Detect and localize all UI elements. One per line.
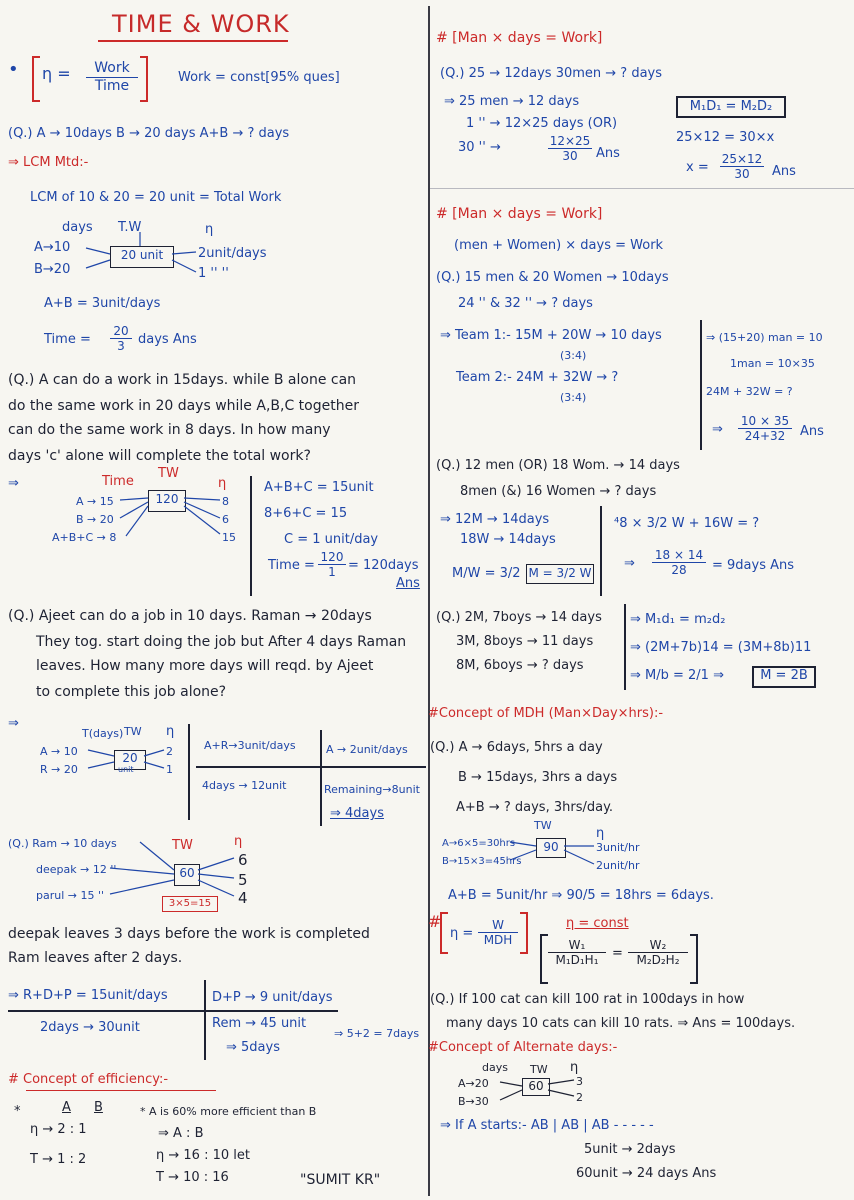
bullet: •	[8, 59, 19, 80]
q4-arrow-ram	[140, 842, 174, 870]
q3-line-3: leaves. How many more days will reqd. by Ajeet	[36, 658, 374, 674]
q5-eq-2: x =	[686, 160, 709, 175]
q4-total-work-box: 60	[174, 864, 200, 886]
mdh-const: η = const	[566, 916, 629, 931]
q8-vline	[624, 604, 626, 690]
q4-step-3: 2days → 30unit	[40, 1020, 140, 1035]
q7-frac-den: 28	[671, 563, 687, 577]
q4-parul: parul → 15 ''	[36, 889, 105, 902]
q4-hline	[8, 1010, 338, 1012]
q8-step-2: ⇒ (2M+7b)14 = (3M+8b)11	[630, 640, 812, 655]
q1-tw-label: T.W	[118, 220, 142, 235]
q10-line-1: (Q.) If 100 cat can kill 100 rat in 100days in how	[430, 992, 745, 1007]
eff-col-a: A	[62, 1100, 71, 1115]
q2-arrow-r1	[184, 498, 220, 500]
eff-r2: η → 16 : 10 let	[156, 1148, 250, 1163]
q2-step-4: Time =	[268, 558, 315, 573]
q1-question: (Q.) A → 10days B → 20 days A+B → ? days	[8, 126, 290, 141]
q5-line-3: 30 '' →	[458, 140, 501, 155]
q7-result: = 9days Ans	[712, 558, 795, 573]
q1-apb: A+B = 3unit/days	[44, 296, 161, 311]
q3-cell-1: A+R→3unit/days	[204, 739, 296, 752]
mdh-big-bracket-right	[690, 934, 698, 984]
mdh-den: MDH	[483, 933, 513, 947]
q4-arrow-parul	[110, 880, 174, 894]
q4-line-1: deepak leaves 3 days before the work is completed	[8, 926, 370, 942]
q3-cell-5: ⇒ 4days	[330, 806, 384, 821]
formula-numerator: Work	[86, 60, 138, 78]
q2-abc: A+B+C → 8	[52, 531, 117, 544]
mdh-equals: =	[612, 946, 623, 961]
q2-a: A → 15	[76, 495, 114, 508]
q2-line-1: (Q.) A can do a work in 15days. while B alone can	[8, 372, 357, 388]
q4-step-5: ⇒ 5days	[226, 1040, 280, 1055]
q2-step-3: C = 1 unit/day	[284, 532, 379, 547]
q2-time-fraction	[318, 550, 346, 579]
q9-a: A→6×5=30hrs	[442, 838, 516, 849]
q8-line-1: (Q.) 2M, 7boys → 14 days	[436, 610, 602, 625]
section-separator	[430, 188, 854, 189]
q4-step-1: ⇒ R+D+P = 15unit/days	[8, 988, 168, 1003]
q1-lcm-head: ⇒ LCM Mtd:-	[8, 155, 89, 170]
alt-line-2: 5unit → 2days	[584, 1142, 676, 1157]
q5-x-num: 25×12	[721, 152, 763, 166]
q9-eta-label: η	[596, 826, 605, 841]
q6-team-1: ⇒ Team 1:- 15M + 20W → 10 days	[440, 328, 662, 343]
eff-r1: ⇒ A : B	[158, 1126, 204, 1141]
q2-step-1: A+B+C = 15unit	[264, 480, 374, 495]
q2-line-4: days 'c' alone will complete the total work?	[8, 448, 311, 464]
q4-rate-1: 6	[238, 851, 248, 869]
q5-ans: Ans	[596, 146, 620, 161]
author-signature: "SUMIT KR"	[300, 1172, 381, 1188]
q8-line-2: 3M, 8boys → 11 days	[456, 634, 594, 649]
alt-arrow-r1	[548, 1080, 574, 1084]
q7-vline	[600, 506, 602, 596]
mdh-num: W	[478, 918, 518, 933]
q3-cell-3: 4days → 12unit	[202, 779, 287, 792]
q3-t-label: T(days)	[82, 727, 124, 740]
q3-box-value: 20	[122, 751, 138, 765]
q2-vline	[250, 476, 252, 596]
mdh-big-bracket-left	[540, 934, 548, 984]
alt-rate-1: 3	[576, 1075, 583, 1088]
q2-arrow-b	[120, 502, 148, 518]
q3-a: A → 10	[40, 745, 78, 758]
q2-eta-label: η	[218, 476, 227, 491]
q1-time-fraction	[110, 324, 132, 353]
alt-eta-label: η	[570, 1060, 579, 1075]
q5-x-fraction	[720, 152, 764, 181]
q6-frac-num: 10 × 35	[738, 414, 792, 429]
q2-time-den: 1	[328, 565, 336, 579]
q2-ans: Ans	[396, 576, 420, 591]
q2-tw-label: TW	[158, 466, 179, 481]
mdh-w1: W₁	[548, 938, 606, 953]
q6-frac-den: 24+32	[744, 429, 786, 443]
q4-arrow-r3	[198, 880, 234, 896]
title-underline	[98, 40, 288, 42]
q9-tw-label: TW	[534, 819, 552, 832]
q7-step-2: ⇒	[624, 556, 635, 571]
q1-rate-a: 2unit/days	[198, 246, 267, 261]
q3-tw-label: TW	[124, 725, 142, 738]
q4-step-6: ⇒ 5+2 = 7days	[334, 1027, 420, 1040]
q9-result: A+B = 5unit/hr ⇒ 90/5 = 18hrs = 6days.	[448, 888, 714, 903]
q3-rate-2: 1	[166, 763, 173, 776]
q1-days-label: days	[62, 220, 93, 235]
q4-line-2: Ram leaves after 2 days.	[8, 950, 183, 966]
eff-r3: T → 10 : 16	[156, 1170, 229, 1185]
q6-step-2: 1man = 10×35	[730, 357, 815, 370]
eff-star-1: *	[14, 1104, 21, 1119]
q9-line-1: (Q.) A → 6days, 5hrs a day	[430, 740, 603, 755]
q3-hline	[196, 766, 426, 768]
eff-star-2: * A is 60% more efficient than B	[140, 1105, 317, 1118]
q3-arrow-a	[88, 750, 114, 756]
q2-step-2: 8+6+C = 15	[264, 506, 348, 521]
alt-days-label: days	[482, 1061, 508, 1074]
q5-frac-den: 30	[562, 149, 578, 163]
mdh-ratio-1	[548, 938, 606, 967]
q8-line-3: 8M, 6boys → ? days	[456, 658, 584, 673]
heading-mdh: #Concept of MDH (Man×Day×hrs):-	[428, 706, 664, 721]
q3-eta-label: η	[166, 724, 175, 739]
q2-rate-1: 8	[222, 495, 229, 508]
work-const-note: Work = const[95% ques]	[178, 70, 340, 85]
q3-arrow-r1	[144, 750, 164, 756]
q3-r: R → 20	[40, 763, 78, 776]
q3-box-unit: unit	[118, 765, 134, 774]
alt-arrow-r2	[548, 1090, 574, 1096]
mdh-ratio-2	[628, 938, 688, 967]
q6-team-2: Team 2:- 24M + 32W → ?	[456, 370, 619, 385]
heading-alternate-days: #Concept of Alternate days:-	[428, 1040, 618, 1055]
q2-b: B → 20	[76, 513, 114, 526]
q6-fraction	[738, 414, 792, 443]
q2-arrow-c	[126, 506, 148, 536]
q2-arrow-r3	[184, 506, 220, 534]
q5-x-ans: Ans	[772, 164, 796, 179]
efficiency-heading: # Concept of efficiency:-	[8, 1072, 169, 1087]
q1-arrow-b	[86, 260, 110, 268]
q6-ratio-1: (3:4)	[560, 349, 587, 362]
q7-line-2: 8men (&) 16 Women → ? days	[460, 484, 657, 499]
q9-b: B→15×3=45hrs	[442, 856, 522, 867]
alt-total-work-box: 60	[522, 1078, 550, 1096]
q1-arrow-a	[86, 248, 110, 254]
q1-arrow-r1	[172, 252, 196, 254]
q6-step-4: ⇒	[712, 422, 723, 437]
q4-rate-2: 5	[238, 871, 248, 889]
q9-rate-1: 3unit/hr	[596, 841, 640, 854]
q4-eta-label: η	[234, 834, 243, 849]
q7-line-1: (Q.) 12 men (OR) 18 Wom. → 14 days	[436, 458, 680, 473]
q2-arrow-r2	[184, 502, 220, 518]
q3-vline	[188, 724, 190, 820]
q9-line-2: B → 15days, 3hrs a days	[458, 770, 618, 785]
q3-vline-2	[320, 730, 322, 826]
alt-arrow-b	[500, 1090, 522, 1100]
q4-vline	[204, 980, 206, 1060]
q1-total-work-box: 20 unit	[110, 246, 174, 268]
alt-tw-label: TW	[530, 1063, 548, 1076]
efficiency-underline	[26, 1090, 216, 1091]
q6-step-1: ⇒ (15+20) man = 10	[706, 331, 823, 344]
mdh-w2: W₂	[628, 938, 688, 953]
q5-eq-1: 25×12 = 30×x	[676, 130, 775, 145]
eff-eta-row: η → 2 : 1	[30, 1122, 87, 1137]
q1-rate-b: 1 '' ''	[198, 266, 229, 281]
q3-arrow-r	[88, 762, 114, 768]
alt-arrow-a	[500, 1082, 522, 1086]
q4-step-2: D+P → 9 unit/days	[212, 990, 333, 1005]
q4-ram: (Q.) Ram → 10 days	[8, 837, 117, 850]
q2-rate-2: 6	[222, 513, 229, 526]
q1-lcm-line: LCM of 10 & 20 = 20 unit = Total Work	[30, 190, 282, 205]
q10-line-2: many days 10 cats can kill 10 rats. ⇒ Ans = 100days.	[446, 1016, 796, 1031]
mdh-d2: M₂D₂H₂	[636, 953, 680, 967]
alt-line-3: 60unit → 24 days Ans	[576, 1166, 717, 1181]
alt-rate-2: 2	[576, 1091, 583, 1104]
heading-man-days-work: # [Man × days = Work]	[436, 30, 603, 46]
heading-man-days-work-2: # [Man × days = Work]	[436, 206, 603, 222]
formula-m1d1-m2d2: M₁D₁ = M₂D₂	[676, 96, 786, 118]
q9-rate-2: 2unit/hr	[596, 859, 640, 872]
q3-line-2: They tog. start doing the job but After 4 days Raman	[36, 634, 407, 650]
eff-col-b: B	[94, 1100, 103, 1115]
q1-eta-label: η	[205, 222, 214, 237]
page-title: TIME & WORK	[112, 10, 290, 38]
q1-time-label: Time =	[44, 332, 91, 347]
q2-time-num: 120	[318, 550, 346, 565]
q5-frac-num: 12×25	[549, 134, 591, 148]
q5-x-den: 30	[734, 167, 750, 181]
q3-arrow-r2	[144, 762, 164, 768]
alt-a: A→20	[458, 1077, 489, 1090]
q3-line-4: to complete this job alone?	[36, 684, 227, 700]
q6-step-3: 24M + 32W = ?	[706, 385, 793, 398]
q9-total-work-box: 90	[536, 838, 566, 858]
q6-line-1: (Q.) 15 men & 20 Women → 10days	[436, 270, 669, 285]
mdh-eta: η =	[450, 926, 474, 941]
q7-frac-num: 18 × 14	[652, 548, 706, 563]
q9-arrow-r2	[564, 850, 594, 864]
q1-arrow-r2	[172, 260, 196, 272]
heading-sub: (men + Women) × days = Work	[454, 238, 664, 253]
formula-eta: η =	[42, 64, 71, 83]
q6-ratio-2: (3:4)	[560, 391, 587, 404]
mdh-bracket-right	[520, 912, 528, 954]
mdh-bracket-left	[440, 912, 448, 954]
eff-t-row: T → 1 : 2	[30, 1152, 87, 1167]
q4-step-4: Rem → 45 unit	[212, 1016, 307, 1031]
q7-mw: M/W = 3/2	[452, 566, 521, 581]
q7-line-3: ⇒ 12M → 14days	[440, 512, 550, 527]
q6-ans: Ans	[800, 424, 824, 439]
q7-ratio-box: M = 3/2 W	[526, 564, 594, 584]
q3-rate-1: 2	[166, 745, 173, 758]
q2-line-2: do the same work in 20 days while A,B,C together	[8, 398, 359, 414]
alt-b: B→30	[458, 1095, 489, 1108]
q8-step-3: ⇒ M/b = 2/1 ⇒	[630, 668, 724, 683]
q3-line-1: (Q.) Ajeet can do a job in 10 days. Raman → 20days	[8, 608, 372, 624]
q3-cell-4: Remaining→8unit	[324, 783, 420, 796]
q4-deepak: deepak → 12 ''	[36, 863, 117, 876]
q2-arrow-a	[120, 498, 148, 500]
q1-time-rest: days Ans	[138, 332, 197, 347]
q6-line-2: 24 '' & 32 '' → ? days	[458, 296, 593, 311]
q2-time-rest: = 120days	[348, 558, 419, 573]
q4-arrow-r1	[198, 858, 234, 870]
q1-b: B→20	[34, 262, 71, 277]
q7-step-1: ⁴8 × 3/2 W + 16W = ?	[614, 516, 760, 531]
formula-fraction	[86, 60, 138, 95]
q7-fraction	[652, 548, 706, 577]
q4-lcm-box: 3×5=15	[162, 896, 218, 912]
q3-cell-2: A → 2unit/days	[326, 743, 408, 756]
q4-arrow-r2	[198, 874, 234, 878]
q5-question: (Q.) 25 → 12days 30men → ? days	[440, 66, 663, 81]
q1-time-num: 20	[110, 324, 132, 339]
formula-bracket-right	[140, 56, 148, 102]
column-divider	[428, 6, 430, 1196]
q3-arrow: ⇒	[8, 716, 19, 731]
q4-arrow-deepak	[110, 868, 174, 874]
formula-denominator: Time	[94, 78, 130, 94]
q5-fraction	[548, 134, 592, 163]
q8-step-1: ⇒ M₁d₁ = m₂d₂	[630, 612, 726, 627]
q5-line-1: ⇒ 25 men → 12 days	[444, 94, 580, 109]
formula-bracket-left	[32, 56, 40, 102]
q4-tw-label: TW	[172, 838, 193, 853]
q5-line-2: 1 '' → 12×25 days (OR)	[466, 116, 618, 131]
q2-time-label: Time	[102, 474, 134, 489]
alt-line-1: ⇒ If A starts:- AB | AB | AB - - - - -	[440, 1118, 654, 1133]
q8-answer-box: M = 2B	[752, 666, 816, 688]
q7-line-4: 18W → 14days	[460, 532, 556, 547]
q2-arrow: ⇒	[8, 476, 19, 491]
mdh-d1: M₁D₁H₁	[555, 953, 599, 967]
q2-line-3: can do the same work in 8 days. In how many	[8, 422, 331, 438]
mdh-fraction	[478, 918, 518, 947]
mdh-hash: #	[428, 912, 442, 931]
q9-line-3: A+B → ? days, 3hrs/day.	[456, 800, 614, 815]
q1-time-den: 3	[117, 339, 125, 353]
q1-a: A→10	[34, 240, 71, 255]
q2-total-work-box: 120	[148, 490, 186, 512]
q4-rate-3: 4	[238, 889, 248, 907]
q2-rate-3: 15	[222, 531, 236, 544]
q6-vline	[700, 320, 702, 450]
